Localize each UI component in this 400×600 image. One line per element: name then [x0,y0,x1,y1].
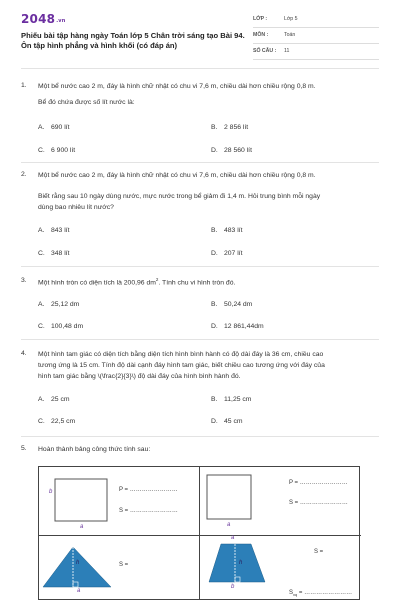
question-number: 4. [21,350,27,357]
trapezoid-label-a: a [231,535,235,541]
rectangle-figure [53,477,109,525]
header-divider [21,68,379,69]
question-3 [21,277,381,337]
question-1 [21,82,381,162]
lateral-area-symbol: S [289,590,294,596]
option-value: 690 lít [51,124,70,131]
question-divider [21,339,379,340]
option-value: 6 900 lít [51,147,76,154]
option-key: B. [211,301,218,308]
question-subtext: dùng bao nhiêu lít nước? [38,204,114,211]
rectangle-label-a: a [80,524,84,530]
logo-text: 2048 [21,12,56,26]
superscript-2: 2 [155,277,159,282]
triangle-label-h: h [76,560,80,566]
meta-count-row [253,44,379,60]
option-value: 11,25 cm [224,396,252,403]
trapezoid-label-b: b [231,584,235,590]
option-key: A. [38,227,45,234]
option-key: A. [38,301,45,308]
meta-value: Lớp 5 [284,16,298,22]
option-key: D. [211,147,218,154]
question-text: Một bể nước cao 2 m, đáy là hình chữ nhật có chu vi 7,6 m, chiều dài hơn chiều rộng 0,8 m. [38,172,316,179]
meta-label: MÔN : [253,32,269,38]
rect-area-field[interactable]: S = …………………… [119,508,178,514]
option-value: 28 560 lít [224,147,252,154]
site-logo[interactable] [21,12,66,26]
option-key: D. [211,323,218,330]
rect-perimeter-field[interactable]: P = …………………… [119,487,178,493]
question-subtext: Biết rằng sau 10 ngày dùng nước, mực nước trong bể giảm đi 1,4 m. Hỏi trung bình mỗi ngày [38,193,321,200]
option-key: B. [211,227,218,234]
option-value: 50,24 dm [224,301,253,308]
lateral-area-subscript: xq [293,592,298,598]
option-key: D. [211,250,218,257]
meta-value: 11 [284,48,290,54]
question-text [38,277,381,289]
question-5 [21,445,381,459]
question-text-line: tương ứng là 15 cm. Tính độ dài cạnh đáy hình tam giác, biết chiều cao tương ứng với đáy của [38,362,325,369]
question-divider [21,266,379,267]
question-number: 3. [21,277,27,284]
question-divider [21,162,379,163]
square-figure [205,473,255,523]
question-text: Một bể nước cao 2 m, đáy là hình chữ nhật có chu vi 7,6 m, chiều dài hơn chiều rộng 0,8 m. [38,83,316,90]
option-value: 100,48 dm [51,323,84,330]
option-value: 25,12 dm [51,301,80,308]
question-2 [21,171,381,261]
question-text-line: hình tam giác bằng \(\frac{2}{3}\) độ dài đáy của hình bình hành đó. [38,373,241,380]
trapezoid-area-field[interactable]: S = [314,549,324,555]
option-value: 207 lít [224,250,243,257]
triangle-label-a: a [77,588,81,594]
option-value: 12 861,44dm [224,323,264,330]
meta-subject-row [253,28,379,44]
option-value: 2 856 lít [224,124,249,131]
option-key: D. [211,418,218,425]
logo-suffix: .vn [56,18,66,24]
option-key: A. [38,124,45,131]
option-value: 22,5 cm [51,418,76,425]
question-number: 1. [21,82,27,89]
meta-label: LỚP : [253,16,268,22]
meta-value: Toán [284,32,296,38]
option-value: 25 cm [51,396,70,403]
question-text-main: Một hình tròn có diện tích là 200,96 dm [38,279,156,287]
question-divider [21,436,379,437]
option-value: 348 lít [51,250,70,257]
square-area-field[interactable]: S = …………………… [289,500,348,506]
formula-table [38,466,360,600]
square-perimeter-field[interactable]: P = …………………… [289,480,348,486]
lateral-area-blank: = …………………… [297,590,353,596]
option-key: C. [38,418,45,425]
trapezoid-figure [205,540,269,586]
table-divider-horizontal [39,535,361,536]
option-value: 45 cm [224,418,243,425]
rectangle-label-b: b [49,489,53,495]
option-key: C. [38,147,45,154]
meta-class-row [253,12,379,28]
question-subtext: Bể đó chứa được số lít nước là: [38,99,135,106]
question-number: 2. [21,171,27,178]
question-4 [21,350,381,435]
question-number: 5. [21,445,27,452]
option-key: B. [211,124,218,131]
question-text: Một hình tam giác có diện tích bằng diện tích hình bình hành có độ dài đáy là 36 cm, chiều cao [38,351,324,358]
option-value: 483 lít [224,227,243,234]
question-text-end: . Tính chu vi hình tròn đó. [158,279,236,287]
document-title: Phiếu bài tập hàng ngày Toán lớp 5 Chân trời sáng tạo Bài 94. Ôn tập hình phẳng và hình khối (có đáp án) [21,31,245,50]
option-key: C. [38,323,45,330]
lateral-area-field[interactable] [289,590,352,597]
option-value: 843 lít [51,227,70,234]
option-key: B. [211,396,218,403]
trapezoid-label-h: h [239,560,243,566]
option-key: C. [38,250,45,257]
meta-label: SỐ CÂU : [253,48,277,54]
option-key: A. [38,396,45,403]
square-label-a: a [227,522,231,528]
table-divider-vertical [199,467,200,600]
triangle-area-field[interactable]: S = [119,562,129,568]
question-text: Hoàn thành bảng công thức tính sau: [38,446,151,453]
